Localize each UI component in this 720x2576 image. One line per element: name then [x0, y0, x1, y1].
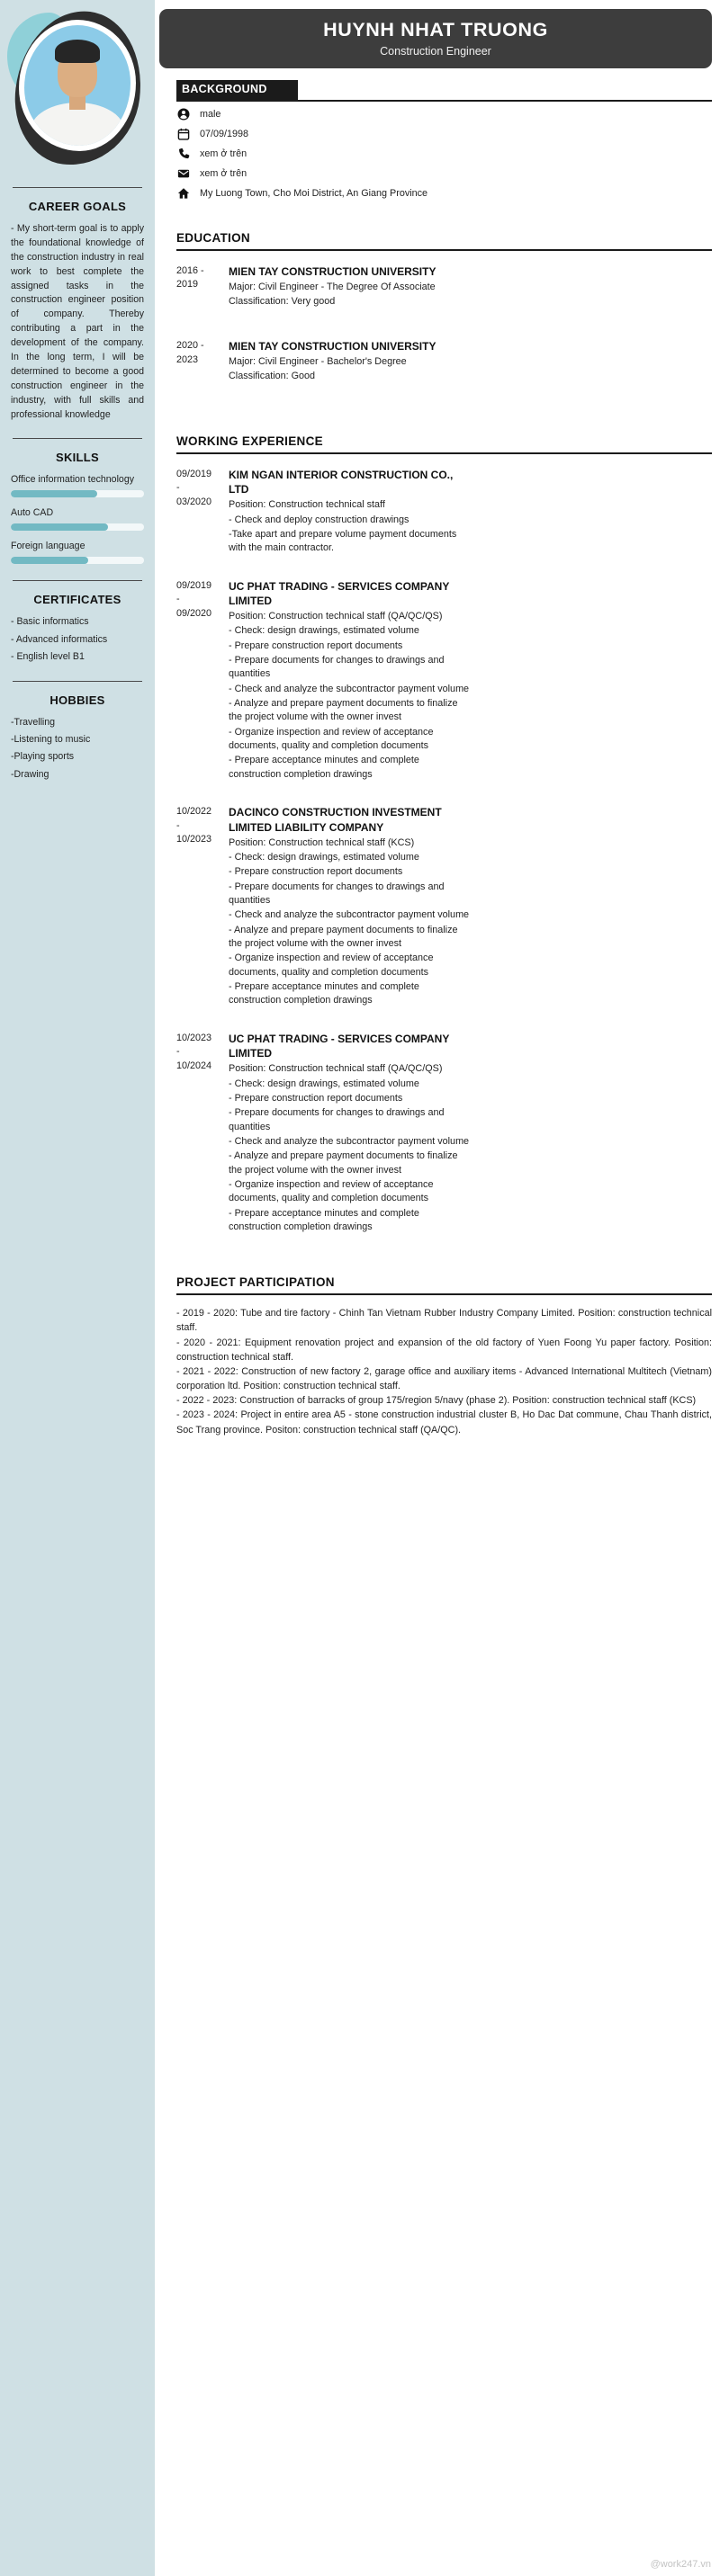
- experience-line: -Take apart and prepare volume payment documents with the main contractor.: [229, 528, 457, 554]
- period-separator: -: [176, 594, 180, 605]
- email-value: xem ở trên: [200, 168, 248, 180]
- certificates-title: CERTIFICATES: [33, 593, 122, 607]
- main-content: [155, 0, 720, 2576]
- education-line: Classification: Very good: [229, 295, 336, 307]
- period-from: 09/2019: [176, 579, 212, 591]
- period-separator: -: [176, 482, 180, 494]
- experience-line: - Prepare acceptance minutes and complete construction completion drawings: [229, 755, 419, 780]
- job-title: Construction Engineer: [380, 45, 491, 58]
- education-details: [229, 264, 436, 309]
- watermark: @work247.vn: [650, 2559, 711, 2570]
- section-experience: [176, 434, 712, 1235]
- sidebar: [0, 0, 155, 2576]
- school-name: MIEN TAY CONSTRUCTION UNIVERSITY: [229, 340, 436, 353]
- birthdate-value: 07/09/1998: [200, 129, 249, 140]
- experience-line: - Organize inspection and review of acceptance documents, quality and completion documents: [229, 953, 434, 978]
- background-row: [176, 167, 712, 181]
- experience-title: WORKING EXPERIENCE: [176, 434, 712, 454]
- projects-list: [176, 1306, 712, 1437]
- period-to: 2019: [176, 279, 199, 291]
- section-education: [176, 231, 712, 384]
- period-separator: -: [176, 819, 180, 831]
- skill-item: [11, 474, 144, 497]
- experience-line: - Prepare acceptance minutes and complete construction completion drawings: [229, 1207, 419, 1232]
- skill-bar-track: [11, 557, 144, 564]
- section-background: [176, 80, 712, 201]
- experience-line: - Check: design drawings, estimated volume: [229, 625, 419, 637]
- experience-period: [176, 468, 221, 556]
- experience-line: - Prepare acceptance minutes and complete construction completion drawings: [229, 980, 419, 1006]
- education-period: [176, 339, 221, 383]
- experience-period: [176, 579, 221, 783]
- profile-photo-image: [24, 25, 130, 146]
- project-item: - 2019 - 2020: Tube and tire factory - Chinh Tan Vietnam Rubber Industry Company Limited. Position: construction technical staff.: [176, 1308, 712, 1334]
- background-row: [176, 148, 712, 161]
- address-value: My Luong Town, Cho Moi District, An Giang Province: [200, 188, 428, 200]
- email-icon: [176, 167, 190, 181]
- experience-period: [176, 1032, 221, 1235]
- projects-title: PROJECT PARTICIPATION: [176, 1275, 712, 1295]
- phone-icon: [176, 148, 190, 161]
- sidebar-divider: [13, 187, 142, 188]
- skill-label: Auto CAD: [11, 507, 54, 519]
- experience-line: Position: Construction technical staff (QA/QC/QS): [229, 1063, 443, 1075]
- skill-item: [11, 541, 144, 564]
- experience-details: [229, 1032, 473, 1235]
- project-item: - 2021 - 2022: Construction of new factory 2, garage office and auxiliary items - Advanced International Multitech (Vietnam) corporation ltd. Position: construction technical staff.: [176, 1365, 712, 1392]
- period-from: 2016 -: [176, 264, 204, 276]
- career-goals-text: - My short-term goal is to apply the foundational knowledge of the construction industry in real work to best complete the assigned tasks in the construction engineer position of company. Thereby contributing a part in the development of the company. In the long term, I will be determined to become a good construction engineer in the industry, with full skills and professional knowledge: [11, 223, 144, 420]
- project-item: - 2023 - 2024: Project in entire area A5 - stone construction industrial cluster B, Ho Dac Dat commune, Chau Thanh district, Soc Trang province. Positon: construction technical staff (QA/QC).: [176, 1409, 712, 1436]
- skill-item: [11, 507, 144, 531]
- experience-details: [229, 579, 473, 783]
- period-from: 09/2019: [176, 468, 212, 479]
- experience-details: [229, 468, 473, 556]
- main-sections: [159, 80, 712, 1437]
- period-to: 09/2020: [176, 607, 212, 619]
- experience-line: - Analyze and prepare payment documents to finalize the project volume with the owner invest: [229, 698, 458, 723]
- experience-line: - Prepare construction report documents: [229, 866, 403, 878]
- experience-line: - Prepare construction report documents: [229, 640, 403, 651]
- experience-entry: [176, 579, 712, 783]
- background-row: [176, 108, 712, 121]
- skills-title: SKILLS: [55, 451, 100, 465]
- background-header: [176, 80, 712, 102]
- gender-value: male: [200, 109, 221, 121]
- sidebar-divider: [13, 681, 142, 682]
- experience-line: - Check and analyze the subcontractor payment volume: [229, 909, 470, 921]
- experience-line: Position: Construction technical staff (KCS): [229, 836, 415, 848]
- education-line: Major: Civil Engineer - The Degree Of Associate: [229, 281, 436, 292]
- certificate-item: - English level B1: [11, 651, 85, 663]
- company-name: KIM NGAN INTERIOR CONSTRUCTION CO., LTD: [229, 468, 454, 496]
- experience-entry: [176, 1032, 712, 1235]
- education-details: [229, 339, 436, 383]
- experience-line: Position: Construction technical staff: [229, 499, 385, 511]
- period-to: 2023: [176, 353, 199, 365]
- experience-line: - Prepare construction report documents: [229, 1092, 403, 1104]
- education-line: Major: Civil Engineer - Bachelor's Degree: [229, 356, 407, 367]
- education-period: [176, 264, 221, 309]
- profile-photo-frame: [19, 20, 136, 151]
- person-name: HUYNH NHAT TRUONG: [323, 19, 548, 40]
- sidebar-divider: [13, 438, 142, 439]
- education-entry: [176, 339, 712, 383]
- phone-value: xem ở trên: [200, 148, 248, 160]
- period-from: 2020 -: [176, 340, 204, 352]
- certificate-item: - Advanced informatics: [11, 633, 108, 645]
- experience-entry: [176, 468, 712, 556]
- period-from: 10/2023: [176, 1032, 212, 1043]
- experience-entry: [176, 805, 712, 1008]
- period-to: 03/2020: [176, 496, 212, 507]
- experience-line: - Prepare documents for changes to drawings and quantities: [229, 1107, 445, 1132]
- sidebar-divider: [13, 580, 142, 581]
- skill-label: Foreign language: [11, 541, 86, 552]
- project-item: - 2020 - 2021: Equipment renovation project and expansion of the old factory of Yuen Foong Yu paper factory. Position: construction technical staff.: [176, 1337, 712, 1363]
- background-row: [176, 128, 712, 141]
- section-projects: [176, 1275, 712, 1437]
- education-title: EDUCATION: [176, 231, 712, 251]
- experience-line: - Analyze and prepare payment documents to finalize the project volume with the owner invest: [229, 924, 458, 949]
- project-item: - 2022 - 2023: Construction of barracks of group 175/region 5/navy (phase 2). Position: construction technical staff (KCS): [176, 1395, 697, 1407]
- experience-details: [229, 805, 473, 1008]
- hobby-item: -Drawing: [11, 768, 50, 780]
- skill-bar-fill: [11, 557, 88, 564]
- calendar-icon: [176, 128, 190, 141]
- experience-line: - Check: design drawings, estimated volume: [229, 852, 419, 863]
- period-to: 10/2023: [176, 834, 212, 845]
- skill-bar-track: [11, 523, 144, 531]
- background-row: [176, 187, 712, 201]
- skill-bar-fill: [11, 490, 97, 497]
- home-icon: [176, 187, 190, 201]
- period-to: 10/2024: [176, 1060, 212, 1071]
- hobbies-title: HOBBIES: [50, 693, 105, 707]
- experience-period: [176, 805, 221, 1008]
- experience-line: - Check: design drawings, estimated volume: [229, 1078, 419, 1089]
- hobby-item: -Travelling: [11, 716, 56, 728]
- education-line: Classification: Good: [229, 371, 316, 382]
- resume-header: [159, 9, 712, 68]
- hobby-item: -Listening to music: [11, 733, 91, 745]
- experience-line: - Organize inspection and review of acceptance documents, quality and completion documents: [229, 726, 434, 752]
- skill-label: Office information technology: [11, 474, 135, 486]
- school-name: MIEN TAY CONSTRUCTION UNIVERSITY: [229, 264, 436, 278]
- company-name: DACINCO CONSTRUCTION INVESTMENT LIMITED LIABILITY COMPANY: [229, 806, 442, 834]
- certificates-list: [11, 615, 144, 664]
- experience-line: - Check and analyze the subcontractor payment volume: [229, 683, 470, 694]
- period-from: 10/2022: [176, 806, 212, 818]
- company-name: UC PHAT TRADING - SERVICES COMPANY LIMITED: [229, 579, 450, 608]
- skill-bar-fill: [11, 523, 108, 531]
- certificate-item: - Basic informatics: [11, 616, 89, 628]
- skill-bar-track: [11, 490, 144, 497]
- hobby-item: -Playing sports: [11, 751, 75, 763]
- experience-line: - Check and deploy construction drawings: [229, 514, 410, 525]
- experience-line: - Analyze and prepare payment documents to finalize the project volume with the owner invest: [229, 1150, 458, 1176]
- background-title: BACKGROUND: [176, 80, 298, 100]
- company-name: UC PHAT TRADING - SERVICES COMPANY LIMITED: [229, 1032, 450, 1060]
- person-icon: [176, 108, 190, 121]
- experience-line: Position: Construction technical staff (QA/QC/QS): [229, 611, 443, 622]
- career-goals-title: CAREER GOALS: [28, 200, 127, 213]
- experience-line: - Prepare documents for changes to drawings and quantities: [229, 881, 445, 906]
- period-separator: -: [176, 1046, 180, 1058]
- hobbies-list: [11, 716, 144, 782]
- education-entry: [176, 264, 712, 309]
- photo-hair: [55, 40, 100, 63]
- experience-line: - Check and analyze the subcontractor payment volume: [229, 1135, 470, 1147]
- experience-line: - Organize inspection and review of acceptance documents, quality and completion documents: [229, 1178, 434, 1204]
- profile-photo: [11, 9, 144, 171]
- experience-line: - Prepare documents for changes to drawings and quantities: [229, 655, 445, 680]
